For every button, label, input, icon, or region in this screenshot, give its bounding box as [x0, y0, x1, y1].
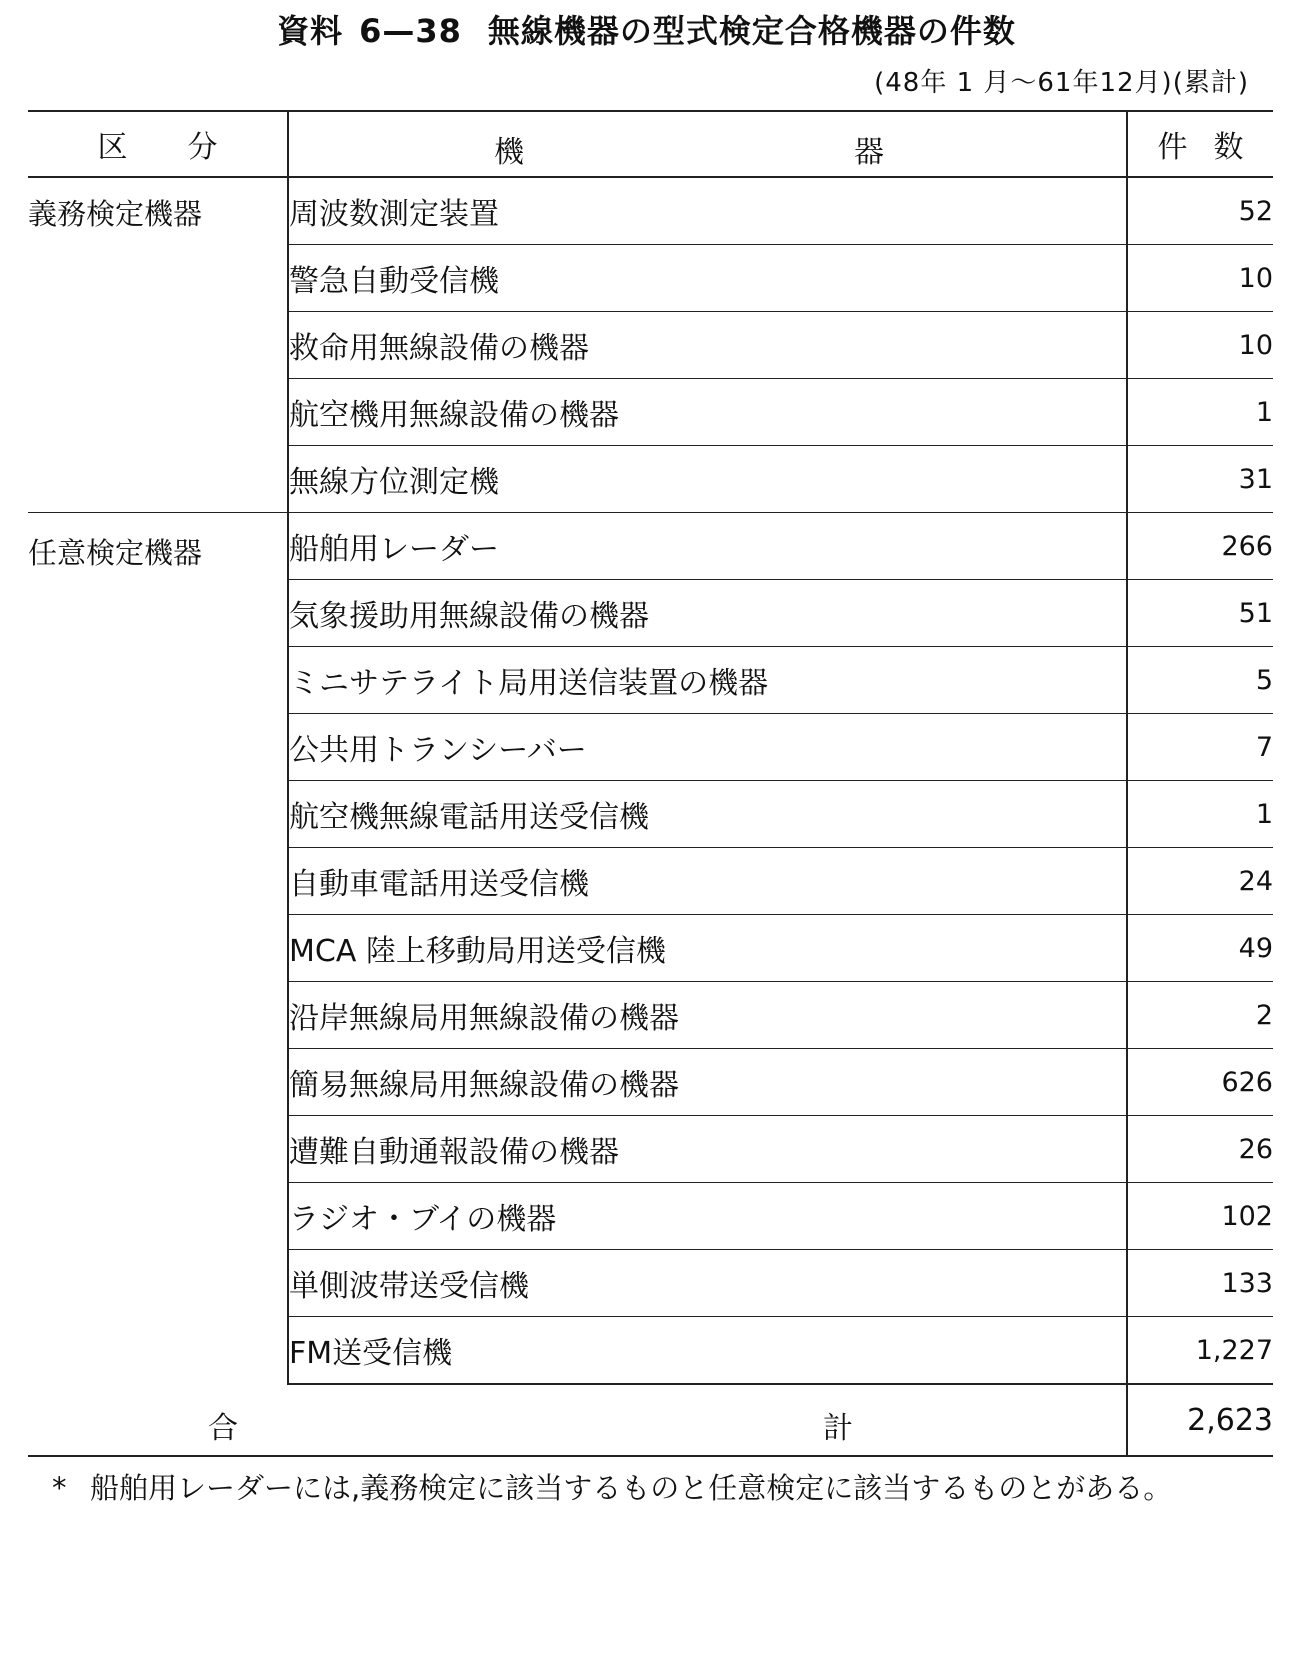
data-table	[28, 110, 1273, 1457]
header-count: 件数	[1127, 111, 1273, 177]
total-label-b: 計	[823, 1411, 853, 1446]
device-count: 7	[1127, 714, 1273, 781]
device-count: 133	[1127, 1250, 1273, 1317]
device-name: 船舶用レーダー	[288, 513, 1127, 580]
header-device-b: 器	[854, 135, 884, 170]
device-count: 1	[1127, 379, 1273, 446]
device-name: 公共用トランシーバー	[288, 714, 1127, 781]
table-header-row	[28, 111, 1273, 177]
header-device-a: 機	[494, 135, 524, 170]
total-row	[28, 1384, 1273, 1456]
device-name: 気象援助用無線設備の機器	[288, 580, 1127, 647]
table-row	[28, 513, 1273, 580]
device-count: 1,227	[1127, 1317, 1273, 1385]
page-title	[0, 6, 1293, 52]
device-name: 周波数測定装置	[288, 177, 1127, 245]
device-name: ラジオ・ブイの機器	[288, 1183, 1127, 1250]
total-count: 2,623	[1127, 1384, 1273, 1456]
device-count: 626	[1127, 1049, 1273, 1116]
device-count: 5	[1127, 647, 1273, 714]
device-name: 簡易無線局用無線設備の機器	[288, 1049, 1127, 1116]
device-name: MCA 陸上移動局用送受信機	[288, 915, 1127, 982]
category-optional: 任意検定機器	[28, 513, 288, 1385]
device-count: 24	[1127, 848, 1273, 915]
device-count: 52	[1127, 177, 1273, 245]
footnote	[52, 1462, 1230, 1514]
category-mandatory: 義務検定機器	[28, 177, 288, 513]
period-note: (48年 1 月〜61年12月)(累計)	[874, 68, 1249, 98]
device-name: ミニサテライト局用送信装置の機器	[288, 647, 1127, 714]
device-count: 51	[1127, 580, 1273, 647]
device-count: 10	[1127, 312, 1273, 379]
device-count: 49	[1127, 915, 1273, 982]
device-name: 自動車電話用送受信機	[288, 848, 1127, 915]
device-count: 26	[1127, 1116, 1273, 1183]
device-name: 航空機無線電話用送受信機	[288, 781, 1127, 848]
device-name: 沿岸無線局用無線設備の機器	[288, 982, 1127, 1049]
device-name: 警急自動受信機	[288, 245, 1127, 312]
device-name: 救命用無線設備の機器	[288, 312, 1127, 379]
device-count: 2	[1127, 982, 1273, 1049]
total-label-a: 合	[208, 1411, 238, 1446]
footnote-marker: *	[52, 1471, 67, 1505]
title-number: 6—38	[359, 12, 462, 50]
device-count: 266	[1127, 513, 1273, 580]
device-count: 102	[1127, 1183, 1273, 1250]
title-text: 無線機器の型式検定合格機器の件数	[487, 12, 1016, 50]
device-count: 31	[1127, 446, 1273, 513]
device-count: 1	[1127, 781, 1273, 848]
device-name: FM送受信機	[288, 1317, 1127, 1385]
header-category: 区分	[28, 111, 288, 177]
device-name: 無線方位測定機	[288, 446, 1127, 513]
device-name: 遭難自動通報設備の機器	[288, 1116, 1127, 1183]
footnote-text: 船舶用レーダーには,義務検定に該当するものと任意検定に該当するものとがある。	[90, 1471, 1173, 1505]
table-row	[28, 177, 1273, 245]
total-label	[28, 1384, 1127, 1456]
device-name: 航空機用無線設備の機器	[288, 379, 1127, 446]
header-device	[288, 111, 1127, 177]
device-name: 単側波帯送受信機	[288, 1250, 1127, 1317]
title-label: 資料	[277, 12, 344, 50]
device-count: 10	[1127, 245, 1273, 312]
